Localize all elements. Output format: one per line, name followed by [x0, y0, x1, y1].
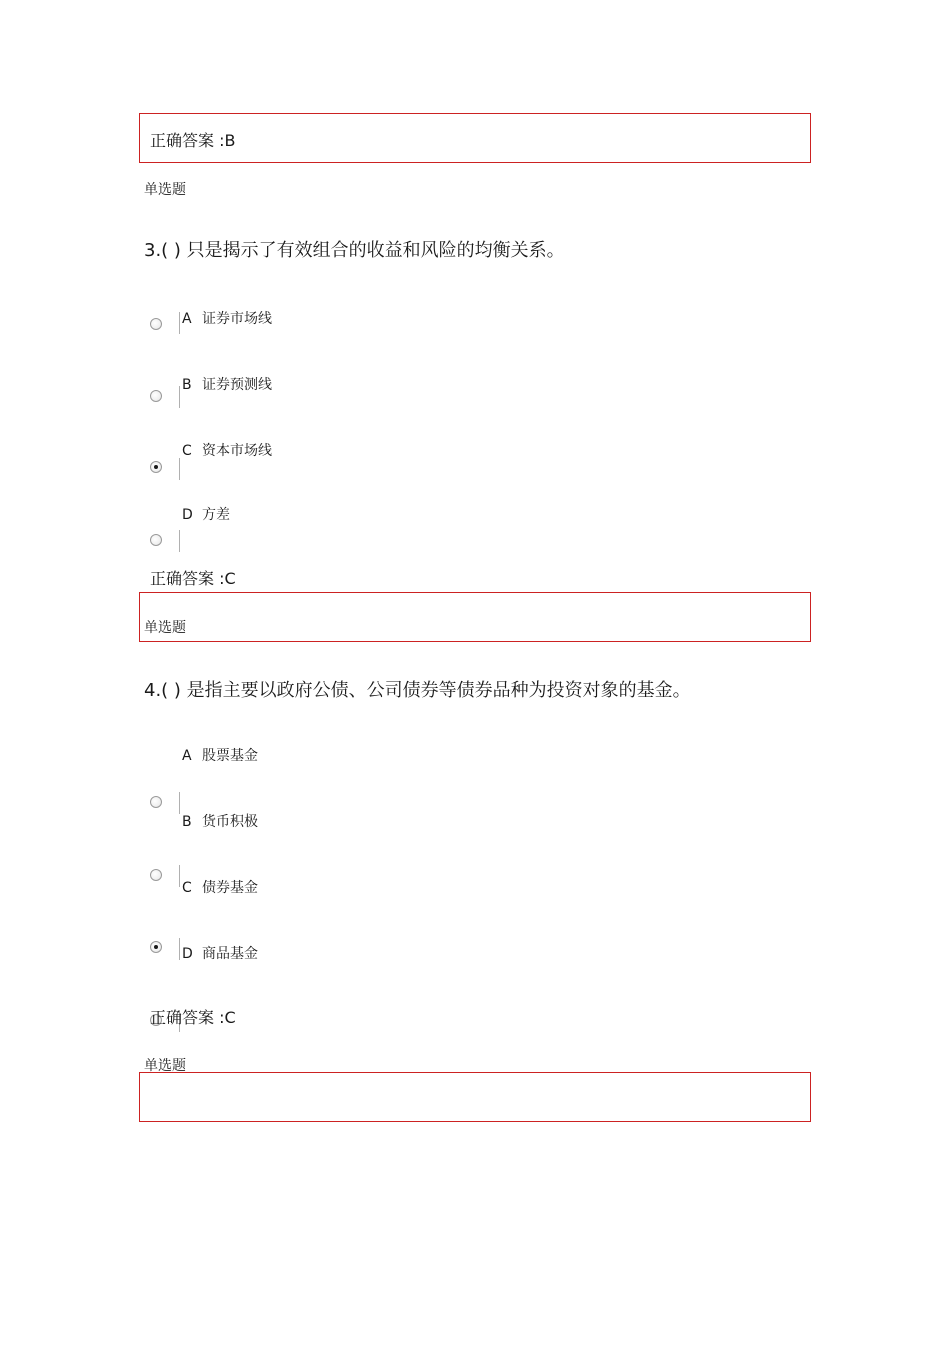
option-label: 方差 — [202, 507, 230, 523]
answer-box — [139, 113, 811, 163]
option-letter: B — [182, 377, 192, 393]
answer-box — [139, 1072, 811, 1122]
option-label: 证券市场线 — [202, 311, 272, 327]
radio-q4-b[interactable] — [150, 869, 162, 881]
option-q3-a[interactable] — [182, 308, 272, 328]
option-q3-b[interactable] — [182, 374, 272, 394]
question-type: 单选题 — [144, 620, 186, 636]
option-q4-b[interactable] — [182, 811, 258, 831]
option-label: 货币积极 — [202, 814, 258, 830]
correct-answer: 正确答案 :C — [150, 569, 236, 588]
option-letter: B — [182, 814, 192, 830]
option-letter: C — [182, 880, 192, 896]
option-label: 股票基金 — [202, 748, 258, 764]
option-letter: D — [182, 507, 193, 523]
option-divider — [179, 938, 180, 960]
question-type: 单选题 — [144, 1058, 186, 1074]
option-q4-a[interactable] — [182, 745, 258, 765]
radio-q3-c[interactable] — [150, 461, 162, 473]
option-divider — [179, 865, 180, 887]
option-letter: C — [182, 443, 192, 459]
option-letter: A — [182, 311, 192, 327]
option-divider — [179, 458, 180, 480]
correct-answer: 正确答案 :C — [150, 1008, 236, 1027]
option-letter: A — [182, 748, 192, 764]
radio-q4-c[interactable] — [150, 941, 162, 953]
correct-answer: 正确答案 :B — [150, 131, 236, 150]
radio-q3-d[interactable] — [150, 534, 162, 546]
question-3-text: 3.( ) 只是揭示了有效组合的收益和风险的均衡关系。 — [144, 240, 565, 261]
question-type: 单选题 — [144, 182, 186, 198]
radio-q3-b[interactable] — [150, 390, 162, 402]
option-q3-d[interactable] — [182, 504, 230, 524]
radio-q4-a[interactable] — [150, 796, 162, 808]
answer-box — [139, 592, 811, 642]
option-divider — [179, 792, 180, 814]
radio-q3-a[interactable] — [150, 318, 162, 330]
option-divider — [179, 530, 180, 552]
option-label: 债券基金 — [202, 880, 258, 896]
option-q4-d[interactable] — [182, 943, 258, 963]
option-divider — [179, 312, 180, 334]
option-label: 资本市场线 — [202, 443, 272, 459]
option-label: 商品基金 — [202, 946, 258, 962]
option-q3-c[interactable] — [182, 440, 272, 460]
option-q4-c[interactable] — [182, 877, 258, 897]
question-4-text: 4.( ) 是指主要以政府公债、公司债券等债券品种为投资对象的基金。 — [144, 680, 691, 701]
option-divider — [179, 386, 180, 408]
option-letter: D — [182, 946, 193, 962]
option-label: 证券预测线 — [202, 377, 272, 393]
